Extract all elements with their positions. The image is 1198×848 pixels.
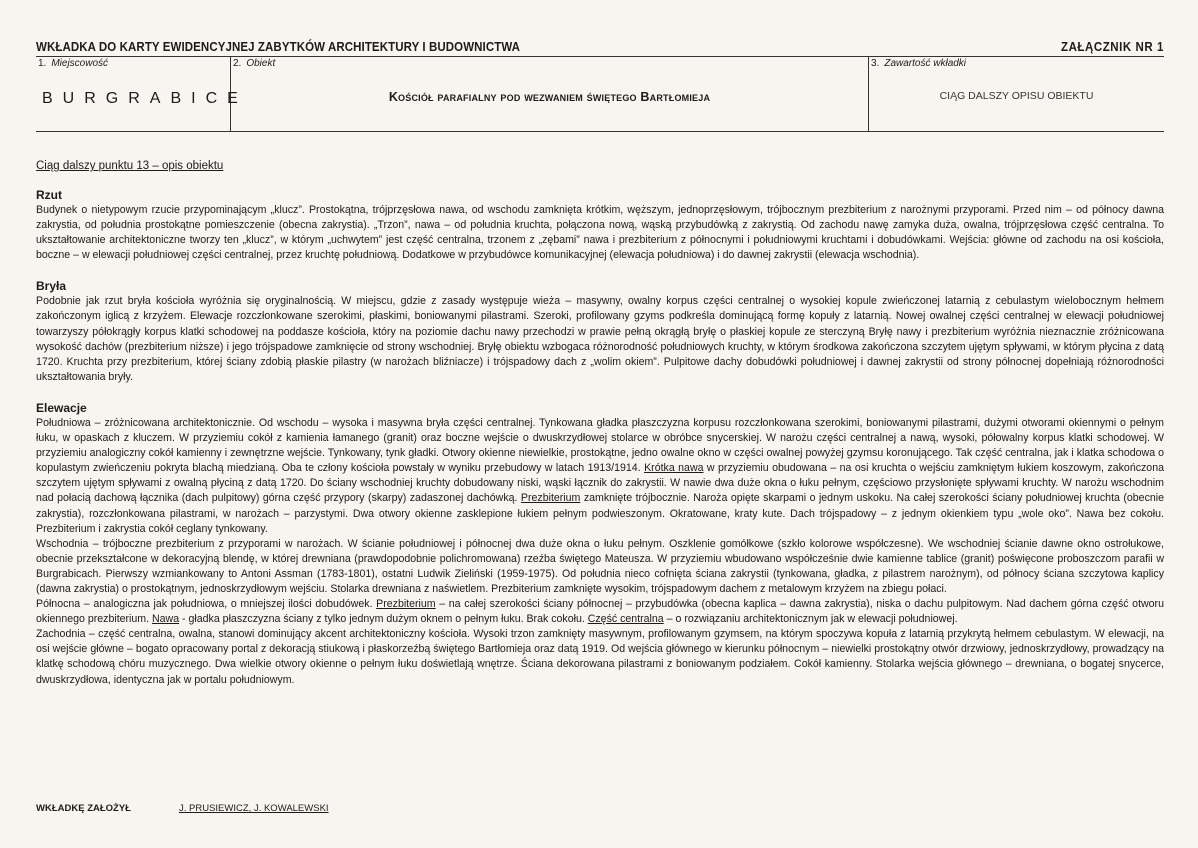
document-header [36, 40, 1164, 54]
section-text: Budynek o nietypowym rzucie przypominającym „klucz”. Prostokątna, trójprzęsłowa nawa, od wschodu zamknięta krótkim, węższym, jednoprzęsłowym, trójbocznym prezbiterium z narożnymi przyporami. Przed nim – od północy dawna zakrystia, od południa prostokątne pomieszczenie (obecna zakrystia). „Trzon”, nawa – od południa kruchta, połączona nową, wąską przybudówką z zakrystią. Od zachodu nawę zamyka duża, owalna, trójprzęsłowa część centralna. To ukształtowanie architektoniczne tworzy ten „klucz”, w którym „uchwytem” jest część centralna, trzonem z „zębami” nawa i prezbiterium z północnymi i południowymi kruchtami i dobudówkami. Wejścia: główne od zachodu na osi kościoła, boczne – w elewacji południowej części centralnej, przez kruchtę południową. Dodatkowe w przybudówce komunikacyjnej (elewacja południowa) i do dawnej zakrystii (elewacja wschodnia). [36, 204, 1164, 262]
document-page [36, 40, 1164, 688]
place-number: 1. [38, 58, 47, 69]
south-elevation-text: Południowa – zróżnicowana architektonicznie. Od wschodu – wysoka i masywna bryła części centralnej. Tynkowana gładka płaszczyzna korpusu rozczłonkowana szerokimi, boniowanymi pilastrami, dużymi otworami okiennymi o pełnym łuku, w opaskach z kluczem. W przyziemiu cokół z kamienia łamanego (granit) oraz boczne wejście o dwuskrzydłowej stolarce w obróbce snycerskiej. W narożu części centralnej a nawą, wysoki, półowalny korpus klatki schodowej. W przyziemiu analogiczny cokół kamienny i zewnętrzne wejście. Tynkowany, tynk gładki. Otwory okienne niewielkie, prostokątne, jedno owalne okno w części owalnej powyżej gzymsu koronującego. Tak część centralna, jak i klatka schodowa o kopulastym zwieńczeniu pokryta blachą miedzianą. Oba te człony kościoła powstały w wyniku przebudowy w latach 1913/1914. Krótka nawa w przyziemiu obudowana – na osi kruchta o wejściu zamkniętym łukiem koszowym, zakończona szczytem ujętym spływami z owalną płyciną z datą 1720. Do ściany wschodniej kruchty dobudowany niski, wąski łącznik do zakrystii. W nawie dwa duże okna o łuku pełnym, częściowo przysłonięte spływami kruchty. W narożu wschodnim nad połacią dachową łącznika (dach pulpitowy) górna część przypory (skarpy) zadaszonej dachówką. Prezbiterium zamknięte trójbocznie. Naroża opięte skarpami o jednym uskoku. Na całej szerokości ściany południowej kruchta (obecnie zakrystia), rozczłonkowana pilastrami, w narożach – parzystymi. Dwa otwory okienne zasklepione łukiem pełnym podwieszonym. Okratowane, kraty kute. Dach trójspadowy – z jednym okienkiem typu „wole oko”. Nawa bez cokołu. Prezbiterium i zakrystia cokół ceglany tynkowany. [36, 416, 1164, 535]
object-number: 2. [233, 58, 242, 69]
content-cell [869, 57, 1164, 131]
section-text: Podobnie jak rzut bryła kościoła wyróżnia się oryginalnością. W miejscu, gdzie z zasady występuje wieża – masywny, owalny korpus części centralnej o wysokiej kopule zwieńczonej latarnią z cebulastym wielobocznym hełmem zakończonym iglicą z krzyżem. Elewacje rozczłonkowane szerokimi, płaskimi, boniowanymi pilastrami. Szeroki, profilowany gzyms podkreśla dominującą formę kopuły z latarnią. Nowej owalnej części centralnej w elewacji południowej towarzyszy półokrągły korpus klatki schodowej na poddasze kościoła, który na poziomie dachu nawy przechodzi w prawie pełną okrągłą bryłę o płaskiej kopule ze sterczyną Bryłę nawy i prezbiterium wyróżnia nieznacznie zróżnicowana wysokość dachów (prezbiterium niższe) i jego trójspadowe zamknięcie od strony wschodniej. Bryłę obiektu wzbogaca różnorodność południowych kruchty, w którym środkowa zakończona szczytem ujętym spływami, w którym płycina z datą 1720. Kruchta przy prezbiterium, której ściany zdobią płaskie pilastry (w narożach bliźniacze) i trójspadowy dach z „wolim okiem”. Pulpitowe dachy dobudówki południowej i dawnej zakrystii od strony północnej dopełniają różnorodności ukształtowania bryły. [36, 295, 1164, 383]
object-label: Obiekt [246, 58, 276, 69]
footer-label: WKŁADKĘ ZAŁOŻYŁ [36, 803, 131, 814]
section-bryla [36, 279, 1164, 385]
object-cell [231, 57, 869, 131]
section-elewacje [36, 401, 1164, 688]
place-value: BURGRABICE [42, 90, 248, 107]
header-table [36, 56, 1164, 132]
section-heading: Bryła [36, 279, 67, 294]
section-subtitle: Ciąg dalszy punktu 13 – opis obiektu [36, 160, 224, 172]
content-number: 3. [871, 58, 880, 69]
document-footer [36, 803, 329, 814]
place-label: Miejscowość [51, 58, 109, 69]
east-elevation-text: Wschodnia – trójboczne prezbiterium z przyporami w narożach. W ścianie południowej i północnej dwa duże okna o łuku pełnym. Oszklenie gomółkowe (szkło kolorowe współczesne). We wschodniej ścianie dawne okno ostrołukowe, obecnie przekształcone w dekoracyjną blendę, w której drewniana (prawdopodobnie polichromowana) rzeźba świętego Mateusza. W przyziemiu wbudowano współcześnie dwie kamienne tablice (granit) poświęcone proboszczom parafii w Burgrabicach. Pierwszy wzmiankowany to Antoni Assman (1783-1801), ostatni Ludwik Zieliński (1959-1975). Od południa nieco cofnięta ściana zakrystii (tynkowana, gładka, z pilastrem narożnym), od północy ściana szczytowa kaplicy (dawna zakrystia) o prostokątnym, jednoskrzydłowym wejściu. Stolarka drewniana z naświetlem. Prezbiterium zamknięte wysokim, trójspadowym dachem z metalowym krzyżem na zbiegu połaci. [36, 537, 1164, 595]
place-cell [36, 57, 248, 131]
north-elevation-text: Północna – analogiczna jak południowa, o mniejszej ilości dobudówek. Prezbiterium – na całej szerokości ściany północnej – przybudówka (obecna kaplica – dawna zakrystia), niska o dachu pulpitowym. Nad dachem górna część otworu okiennego prezbiterium. Nawa - gładka płaszczyzna ściany z tylko jednym dużym oknem o pełnym łuku. Brak cokołu. Część centralna – o rozwiązaniu architektonicznym jak w elewacji południowej. [36, 598, 1164, 626]
document-title: WKŁADKA DO KARTY EWIDENCYJNEJ ZABYTKÓW ARCHITEKTURY I BUDOWNICTWA [36, 40, 521, 54]
annex-number: ZAŁĄCZNIK NR 1 [1060, 40, 1164, 54]
footer-authors: J. PRUSIEWICZ, J. KOWALEWSKI [179, 803, 329, 814]
section-rzut [36, 188, 1164, 263]
west-elevation-text: Zachodnia – część centralna, owalna, stanowi dominujący akcent architektoniczny kościoła. Wysoki trzon zamknięty masywnym, profilowanym gzymsem, na którym spoczywa kopuła z latarnią przykrytą hełmem cebulastym. W elewacji, na osi wejście główne – bogato opracowany portal z dekoracją stiukową i płaskorzeźbą świętego Bartłomieja oraz datą 1919. Od wejścia głównego w kierunku północnym – niewielki prostokątny otwór drzwiowy, jednoskrzydłowy, prowadzący na klatkę schodową chóru muzycznego. Dwa wielkie otwory okienne o pełnym łuku doświetlają wnętrze. Ściana dekorowana pilastrami z boniowanym podziałem. Cokół kamienny. Stolarka wejścia głównego – drewniana, o bogatej snycerce, dwuskrzydłowa, identyczna jak w portalu południowym. [36, 628, 1164, 686]
section-heading: Rzut [36, 188, 62, 202]
content-value: CIĄG DALSZY OPISU OBIEKTU [939, 90, 1094, 102]
object-value: Kościół parafialny pod wezwaniem świętego Bartłomieja [388, 90, 711, 104]
content-label: Zawartość wkładki [884, 58, 967, 69]
section-heading: Elewacje [36, 400, 87, 415]
